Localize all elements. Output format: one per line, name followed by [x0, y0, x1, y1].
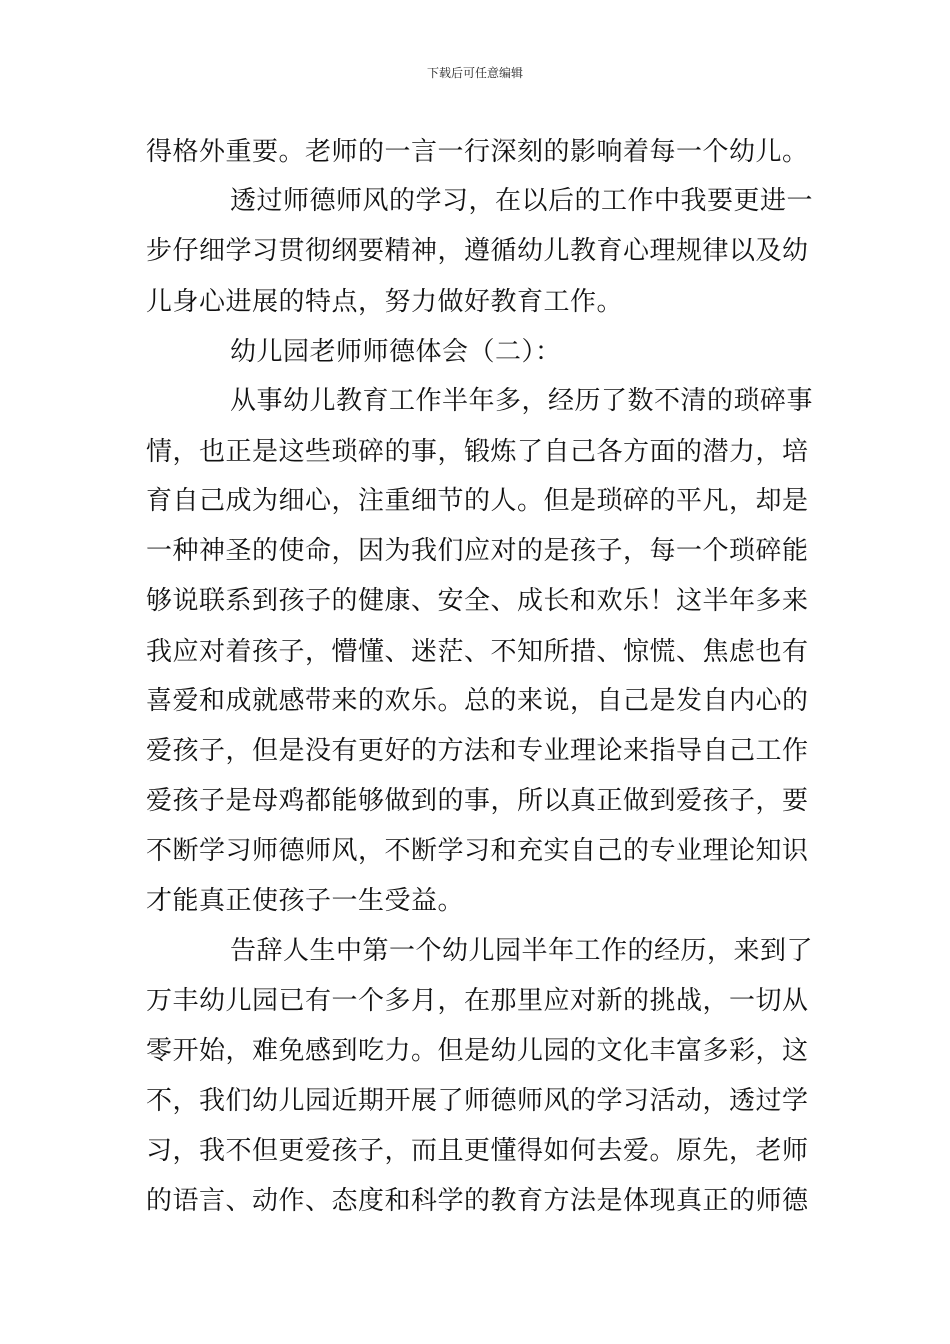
text-line: 够说联系到孩子的健康、安全、成长和欢乐！这半年多来 — [146, 586, 809, 616]
text-line: 才能真正使孩子一生受益。 — [146, 886, 465, 916]
text-line: 育自己成为细心，注重细节的人。但是琐碎的平凡，却是 — [146, 486, 809, 516]
download-note: 下载后可任意编辑 — [426, 66, 523, 80]
text-line: 从事幼儿教育工作半年多，经历了数不清的琐碎事 — [230, 386, 814, 416]
text-line: 得格外重要。老师的一言一行深刻的影响着每一个幼儿。 — [146, 137, 809, 167]
text-line: 一种神圣的使命，因为我们应对的是孩子，每一个琐碎能 — [146, 536, 809, 566]
text-line: 喜爱和成就感带来的欢乐。总的来说，自己是发自内心的 — [146, 686, 809, 716]
text-line: 不断学习师德师风，不断学习和充实自己的专业理论知识 — [146, 836, 809, 866]
text-line: 情，也正是这些琐碎的事，锻炼了自己各方面的潜力，培 — [146, 437, 809, 467]
text-line: 告辞人生中第一个幼儿园半年工作的经历，来到了 — [230, 936, 814, 966]
text-line: 儿身心进展的特点，努力做好教育工作。 — [146, 287, 624, 317]
text-line: 不，我们幼儿园近期开展了师德师风的学习活动，透过学 — [146, 1086, 809, 1116]
section-heading: 幼儿园老师师德体会（二）： — [230, 337, 562, 367]
text-line: 习，我不但更爱孩子，而且更懂得如何去爱。原先，老师 — [146, 1136, 809, 1166]
text-line: 万丰幼儿园已有一个多月，在那里应对新的挑战，一切从 — [146, 986, 809, 1016]
text-line: 零开始，难免感到吃力。但是幼儿园的文化丰富多彩，这 — [146, 1036, 809, 1066]
text-line: 步仔细学习贯彻纲要精神，遵循幼儿教育心理规律以及幼 — [146, 236, 809, 266]
text-line: 我应对着孩子，懵懂、迷茫、不知所措、惊慌、焦虑也有 — [146, 637, 809, 667]
text-line: 透过师德师风的学习，在以后的工作中我要更进一 — [230, 186, 814, 216]
text-line: 爱孩子是母鸡都能够做到的事，所以真正做到爱孩子，要 — [146, 786, 809, 816]
text-line: 的语言、动作、态度和科学的教育方法是体现真正的师德 — [146, 1186, 809, 1216]
text-line: 爱孩子，但是没有更好的方法和专业理论来指导自己工作 — [146, 736, 809, 766]
